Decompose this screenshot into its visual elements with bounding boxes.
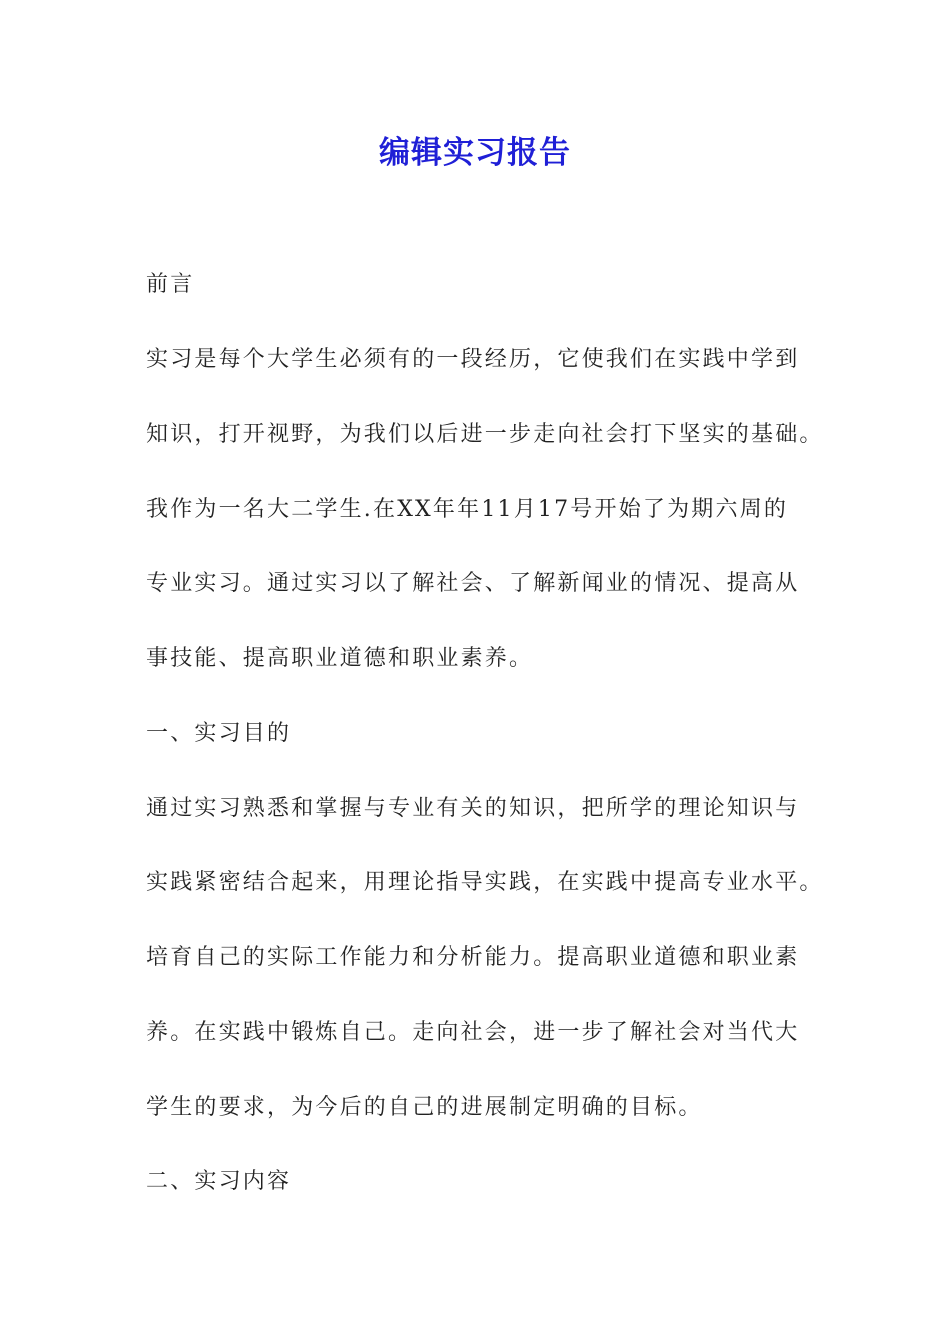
paragraph-line: 通过实习熟悉和掌握与专业有关的知识，把所学的理论知识与: [146, 796, 800, 821]
paragraph-line: 实习是每个大学生必须有的一段经历，它使我们在实践中学到: [146, 347, 800, 372]
paragraph-line: 培育自己的实际工作能力和分析能力。提高职业道德和职业素: [146, 945, 800, 970]
paragraph-line: 事技能、提高职业道德和职业素养。: [146, 646, 534, 671]
paragraph-line: 养。在实践中锻炼自己。走向社会，进一步了解社会对当代大: [146, 1020, 800, 1045]
document-title: 编辑实习报告: [379, 135, 571, 171]
paragraph-line: 实践紧密结合起来，用理论指导实践，在实践中提高专业水平。: [146, 870, 824, 895]
paragraph-line: 学生的要求，为今后的自己的进展制定明确的目标。: [146, 1095, 703, 1120]
paragraph-line: 我作为一名大二学生.在XX年年11月17号开始了为期六周的: [146, 497, 789, 522]
section-heading-preface: 前言: [146, 272, 195, 297]
paragraph-line: 专业实习。通过实习以了解社会、了解新闻业的情况、提高从: [146, 571, 800, 596]
paragraph-line: 知识，打开视野，为我们以后进一步走向社会打下坚实的基础。: [146, 422, 824, 447]
section-heading-content: 二、实习内容: [146, 1169, 292, 1194]
section-heading-purpose: 一、实习目的: [146, 721, 292, 746]
